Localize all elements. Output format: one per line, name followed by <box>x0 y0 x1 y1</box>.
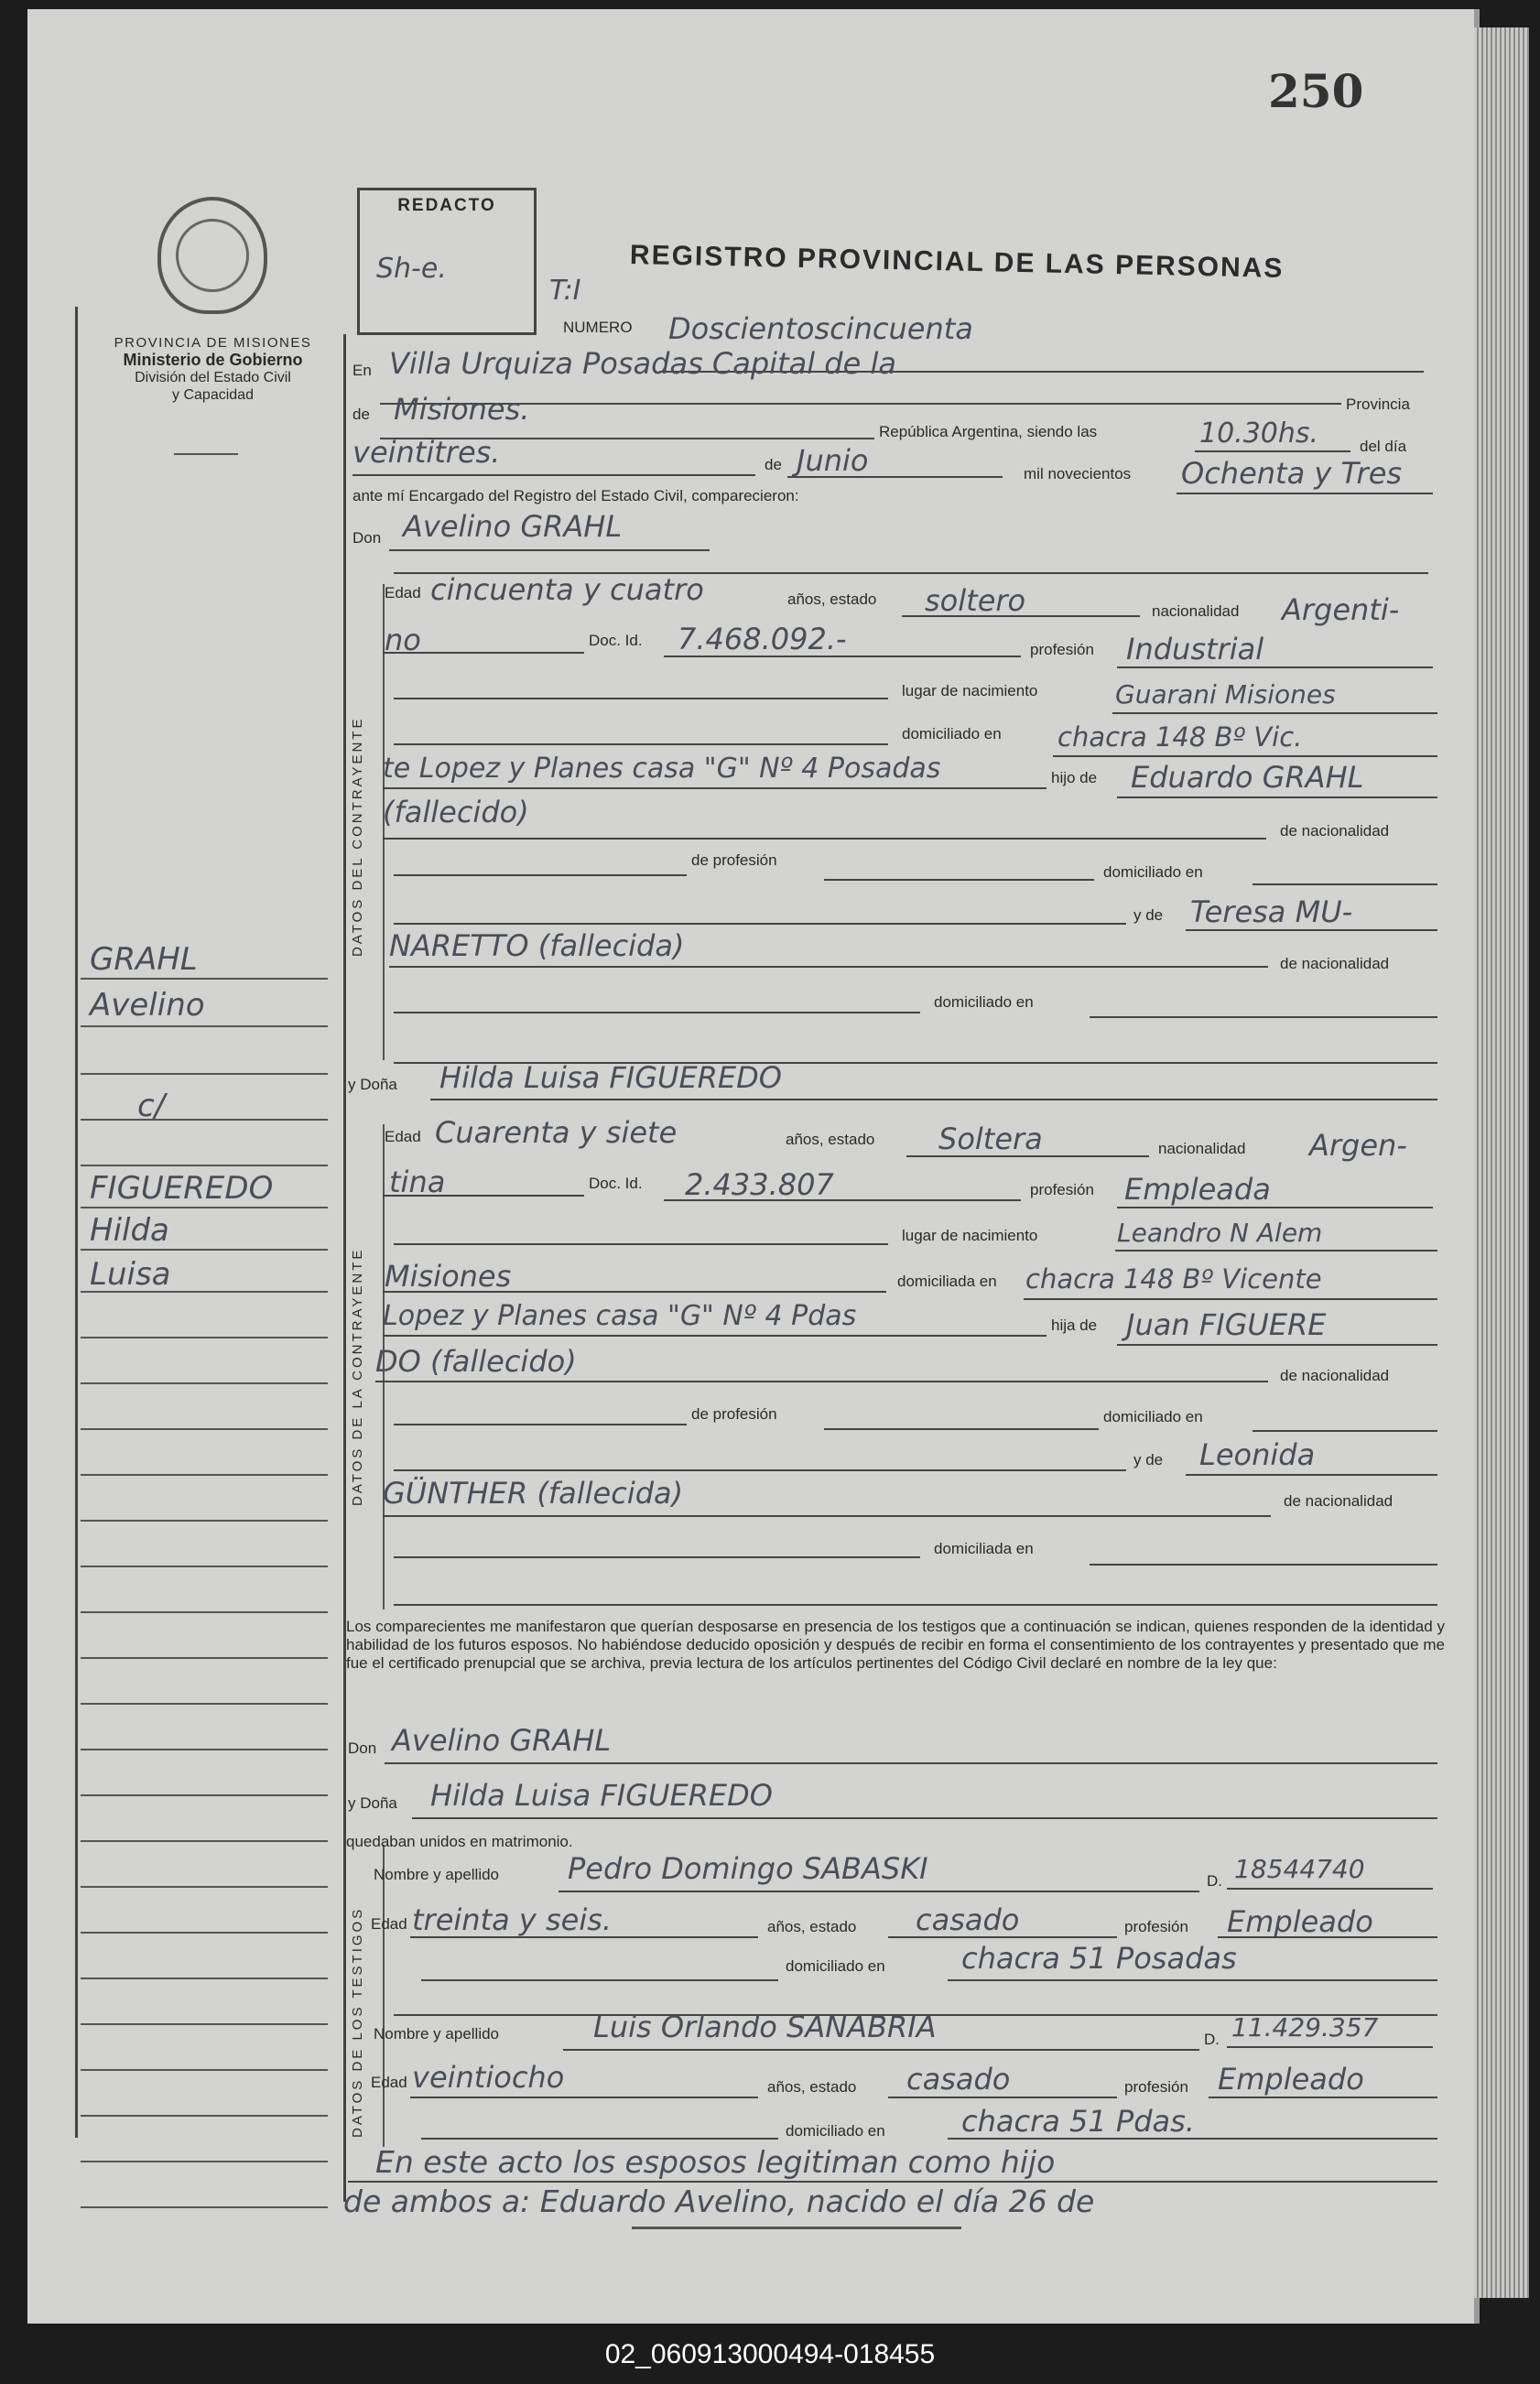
doc-label: Doc. Id. <box>589 632 643 649</box>
field-line <box>383 1335 1047 1337</box>
margin-line <box>81 2161 328 2162</box>
body-border <box>343 334 346 2202</box>
t1-dom-label: domiciliado en <box>786 1957 885 1975</box>
de-nacionalidad-label: de nacionalidad <box>1280 822 1390 840</box>
t1-prof-value: Empleado <box>1227 1904 1373 1939</box>
section-label-contrayenta: DATOS DE LA CONTRAYENTE <box>350 1247 365 1506</box>
field-line <box>1253 1430 1437 1432</box>
field-line <box>888 1936 1117 1938</box>
de-mes-label: de <box>765 456 782 473</box>
margin-note: c/ <box>137 1088 166 1124</box>
margin-line <box>81 1119 328 1121</box>
field-line <box>1117 666 1433 668</box>
margin-line <box>81 1382 328 1384</box>
t1-anios-label: años, estado <box>767 1918 857 1935</box>
domiciliado2-label: domiciliado en <box>934 993 1034 1011</box>
field-line <box>394 1243 888 1245</box>
margin-note: Luisa <box>90 1256 171 1293</box>
margin-line <box>81 1932 328 1934</box>
field-line <box>375 1381 1268 1382</box>
field-line <box>1186 929 1437 931</box>
margin-note: Avelino <box>90 987 205 1024</box>
quedaban-text: quedaban unidos en matrimonio. <box>346 1833 573 1850</box>
field-line <box>1209 2097 1437 2098</box>
t2-dom-label: domiciliado en <box>786 2122 885 2140</box>
nota-final-line-1: En este acto los esposos legitiman como hijo <box>375 2144 1056 2180</box>
ministry-divider <box>174 453 238 455</box>
field-line <box>563 2049 1199 2051</box>
margin-line <box>81 1566 328 1567</box>
hija-label: hija de <box>1051 1317 1098 1334</box>
field-line <box>383 787 1047 789</box>
padre-value: Juan FIGUERE <box>1126 1307 1327 1342</box>
margin-note: GRAHL <box>90 941 198 978</box>
provincia-label: Provincia <box>1346 396 1410 413</box>
field-line <box>824 879 1094 881</box>
section-border-testigos <box>383 1845 385 2147</box>
prof-label: profesión <box>1030 1181 1094 1198</box>
nac-label: nacionalidad <box>1152 602 1240 620</box>
field-line <box>394 874 687 876</box>
nac-value-cont: tina <box>389 1165 446 1199</box>
prof-label: profesión <box>1030 641 1094 658</box>
madre-value-cont: GÜNTHER (fallecida) <box>383 1476 684 1511</box>
decl-dona-label: y Doña <box>348 1794 397 1812</box>
field-line <box>394 1556 920 1558</box>
field-line <box>394 743 888 745</box>
edad-value: cincuenta y cuatro <box>430 572 704 607</box>
field-line <box>394 923 1126 925</box>
margin-line <box>81 978 328 980</box>
de-value: Misiones. <box>394 392 530 427</box>
field-line <box>394 1012 920 1013</box>
y-de-label: y de <box>1133 1451 1164 1468</box>
de-profesion-label: de profesión <box>691 851 777 869</box>
margin-line <box>81 2069 328 2071</box>
field-line <box>383 838 1266 840</box>
ministry-line: División del Estado Civil <box>135 370 291 385</box>
t1-d-value: 18544740 <box>1234 1854 1365 1884</box>
field-line <box>410 2097 758 2098</box>
field-line <box>1090 1016 1437 1018</box>
edad-value: Cuarenta y siete <box>435 1115 678 1150</box>
prof-value: Industrial <box>1126 632 1264 666</box>
field-line <box>1253 883 1437 885</box>
de-nacionalidad2-label: de nacionalidad <box>1280 955 1390 972</box>
page-title: REGISTRO PROVINCIAL DE LAS PERSONAS <box>629 240 1285 284</box>
field-line <box>1112 712 1437 714</box>
t1-edad-label: Edad <box>371 1915 407 1933</box>
field-line <box>421 2138 778 2140</box>
field-line <box>389 966 1268 968</box>
t2-edad-label: Edad <box>371 2074 407 2091</box>
field-line <box>1227 1888 1433 1890</box>
madre-value: Teresa MU- <box>1190 894 1353 929</box>
nac-label: nacionalidad <box>1158 1140 1246 1157</box>
field-line <box>1024 1298 1437 1300</box>
provincial-seal-icon <box>157 197 267 314</box>
field-line <box>1090 1564 1437 1566</box>
t2-dom-value: chacra 51 Pdas. <box>961 2104 1195 2139</box>
nac-value-cont: no <box>385 623 421 657</box>
page-number: 250 <box>1268 64 1364 118</box>
margin-line <box>81 1520 328 1522</box>
lugar-value: Leandro N Alem <box>1117 1218 1323 1248</box>
margin-line <box>81 2023 328 2025</box>
dia-value: veintitres. <box>352 435 501 470</box>
margin-line <box>81 1840 328 1842</box>
field-line <box>389 549 710 551</box>
t2-edad-value: veintiocho <box>412 2060 565 2095</box>
numero-value: Doscientoscincuenta <box>668 311 973 346</box>
domiciliado-en-label: domiciliado en <box>1103 863 1203 881</box>
margin-line <box>81 1249 328 1251</box>
margin-line <box>81 1794 328 1796</box>
dom-value-cont: te Lopez y Planes casa "G" Nº 4 Posadas <box>383 753 941 785</box>
t2-anios-label: años, estado <box>767 2078 857 2096</box>
anio-value: Ochenta y Tres <box>1181 456 1403 491</box>
field-line <box>1177 493 1433 494</box>
del-dia-label: del día <box>1360 438 1407 455</box>
margin-line <box>81 1703 328 1705</box>
dom-label: domiciliado en <box>902 725 1002 742</box>
padre-value-cont: DO (fallecido) <box>375 1344 577 1379</box>
field-line <box>430 1099 1437 1100</box>
tomo-mark: T:I <box>549 275 581 307</box>
dona-label: y Doña <box>348 1076 397 1093</box>
field-line <box>421 1979 778 1981</box>
estado-value: soltero <box>925 583 1026 618</box>
y-de-label: y de <box>1133 906 1164 924</box>
en-label: En <box>352 362 372 379</box>
doc-label: Doc. Id. <box>589 1175 643 1192</box>
redacto-value: Sh-e. <box>376 253 447 285</box>
field-line <box>1115 1250 1437 1252</box>
doc-value: 2.433.807 <box>685 1167 834 1202</box>
margin-line <box>81 1611 328 1613</box>
footer-code: 02_060913000494-018455 <box>604 2339 936 2369</box>
don-value: Avelino GRAHL <box>403 509 623 544</box>
t2-nombre-value: Luis Orlando SANABRIA <box>593 2010 937 2044</box>
field-line <box>1117 796 1437 798</box>
margin-line <box>81 2206 328 2208</box>
nac-value: Argenti- <box>1282 592 1400 627</box>
field-line <box>948 1979 1437 1981</box>
lugar-value: Guarani Misiones <box>1115 679 1336 710</box>
nac-value: Argen- <box>1309 1128 1407 1163</box>
margin-line <box>81 1428 328 1430</box>
margin-line <box>81 1207 328 1208</box>
de-nacionalidad-label: de nacionalidad <box>1280 1367 1390 1384</box>
edad-label: Edad <box>385 584 421 601</box>
field-line <box>394 1424 687 1425</box>
redacto-label: REDACTO <box>397 196 496 215</box>
t1-d-label: D. <box>1207 1872 1222 1890</box>
margin-note: FIGUEREDO <box>90 1170 274 1207</box>
edad-label: Edad <box>385 1128 421 1145</box>
nota-final-line-2: de ambos a: Eduardo Avelino, nacido el día 26 de <box>343 2184 1095 2219</box>
margin-line <box>81 2115 328 2117</box>
bottom-divider <box>632 2227 961 2229</box>
t1-estado-value: casado <box>916 1902 1020 1937</box>
declaracion-text: Los comparecientes me manifestaron que querían desposarse en presencia de los testigos que a continuación se indican, quienes responden de la identidad y habilidad de los futuros esposos. No habiéndose deducido oposición y después de recibir en forma el consentimiento de los contrayentes y presentado que me fue el certificado prenupcial que se archiva, previa lectura de los artículos pertinentes del Código Civil declaré en nombre de la ley que: <box>346 1618 1445 1672</box>
t1-edad-value: treinta y seis. <box>412 1902 613 1937</box>
field-line <box>1186 1474 1437 1476</box>
decl-don-value: Avelino GRAHL <box>392 1723 612 1758</box>
field-line <box>824 1428 1099 1430</box>
book-page-edges <box>1474 27 1529 2298</box>
field-line <box>383 1515 1271 1517</box>
margin-line <box>81 1165 328 1166</box>
en-value: Villa Urquiza Posadas Capital de la <box>389 346 896 381</box>
ministry-line: Ministerio de Gobierno <box>123 351 303 369</box>
field-line <box>1195 450 1350 452</box>
margin-line <box>81 1337 328 1338</box>
field-line <box>394 1604 1437 1606</box>
field-line <box>1053 755 1437 757</box>
margin-line <box>81 1886 328 1888</box>
margin-line <box>81 1657 328 1659</box>
margin-line <box>81 1978 328 1979</box>
mil-label: mil novecientos <box>1024 465 1132 482</box>
t1-prof-label: profesión <box>1124 1918 1188 1935</box>
domiciliado-en-label: domiciliado en <box>1103 1408 1203 1425</box>
ministry-line: y Capacidad <box>172 387 254 403</box>
margin-line <box>81 1474 328 1476</box>
t2-nombre-label: Nombre y apellido <box>374 2025 500 2043</box>
margin-line <box>81 1749 328 1750</box>
padre-value: Eduardo GRAHL <box>1131 760 1364 795</box>
t1-nombre-value: Pedro Domingo SABASKI <box>568 1851 928 1886</box>
field-line <box>1227 2046 1433 2048</box>
field-line <box>888 2097 1117 2098</box>
field-line <box>383 652 584 654</box>
anios-label: años, estado <box>786 1131 875 1148</box>
t2-prof-value: Empleado <box>1218 2062 1364 2097</box>
field-line <box>383 1195 584 1197</box>
lugar-label: lugar de nacimiento <box>902 1227 1038 1244</box>
dom-value: chacra 148 Bº Vicente <box>1025 1263 1322 1295</box>
numero-label: NUMERO <box>563 319 633 336</box>
decl-don-label: Don <box>348 1739 377 1757</box>
margin-border <box>75 307 78 2138</box>
t2-d-label: D. <box>1204 2031 1220 2048</box>
de-profesion-label: de profesión <box>691 1405 777 1423</box>
anios-label: años, estado <box>787 591 877 608</box>
t2-prof-label: profesión <box>1124 2078 1188 2096</box>
hora-value: 10.30hs. <box>1199 417 1319 450</box>
t1-nombre-label: Nombre y apellido <box>374 1866 500 1883</box>
field-line <box>1117 1344 1437 1346</box>
field-line <box>559 1891 1199 1892</box>
de-nacionalidad2-label: de nacionalidad <box>1284 1492 1394 1510</box>
field-line <box>352 474 755 476</box>
doc-value: 7.468.092.- <box>678 622 847 656</box>
field-line <box>412 1817 1437 1819</box>
section-label-contrayente: DATOS DEL CONTRAYENTE <box>350 716 365 957</box>
don-label: Don <box>352 529 382 547</box>
dom-value-cont: Lopez y Planes casa "G" Nº 4 Pdas <box>383 1300 857 1332</box>
de-label: de <box>352 406 370 423</box>
ante-text: ante mí Encargado del Registro del Estado Civil, comparecieron: <box>352 487 799 504</box>
padre-nota: (fallecido) <box>383 795 529 829</box>
dona-value: Hilda Luisa FIGUEREDO <box>439 1060 782 1095</box>
republica-label: República Argentina, siendo las <box>879 423 1098 440</box>
decl-dona-value: Hilda Luisa FIGUEREDO <box>430 1778 773 1813</box>
prof-value: Empleada <box>1124 1172 1271 1207</box>
field-line <box>348 2181 1437 2183</box>
lugar-value-cont: Misiones <box>385 1259 512 1294</box>
madre-value-cont: NARETTO (fallecida) <box>389 928 685 963</box>
field-line <box>948 2138 1437 2140</box>
hijo-label: hijo de <box>1051 769 1098 786</box>
margin-line <box>81 1073 328 1075</box>
dom-label: domiciliada en <box>897 1273 997 1290</box>
field-line <box>385 1762 1437 1764</box>
margin-line <box>81 1025 328 1027</box>
ministry-block <box>87 334 339 404</box>
lugar-label: lugar de nacimiento <box>902 682 1038 699</box>
field-line <box>383 1291 886 1293</box>
field-line <box>1117 1207 1433 1208</box>
margin-note: Hilda <box>90 1212 169 1249</box>
madre-value: Leonida <box>1199 1437 1316 1472</box>
t1-dom-value: chacra 51 Posadas <box>961 1941 1237 1976</box>
field-line <box>394 1469 1126 1471</box>
t2-d-value: 11.429.357 <box>1231 2012 1379 2043</box>
field-line <box>394 698 888 699</box>
redacto-box <box>357 188 537 335</box>
field-line <box>1218 1936 1437 1938</box>
ministry-line: PROVINCIA DE MISIONES <box>114 335 312 351</box>
estado-value: Soltera <box>938 1122 1043 1156</box>
t2-estado-value: casado <box>906 2062 1011 2097</box>
field-line <box>410 1936 758 1938</box>
dom-value: chacra 148 Bº Vic. <box>1057 721 1303 753</box>
section-label-testigos: DATOS DE LOS TESTIGOS <box>350 1906 365 2138</box>
mes-value: Junio <box>797 443 869 478</box>
domiciliada2-label: domiciliada en <box>934 1540 1034 1557</box>
